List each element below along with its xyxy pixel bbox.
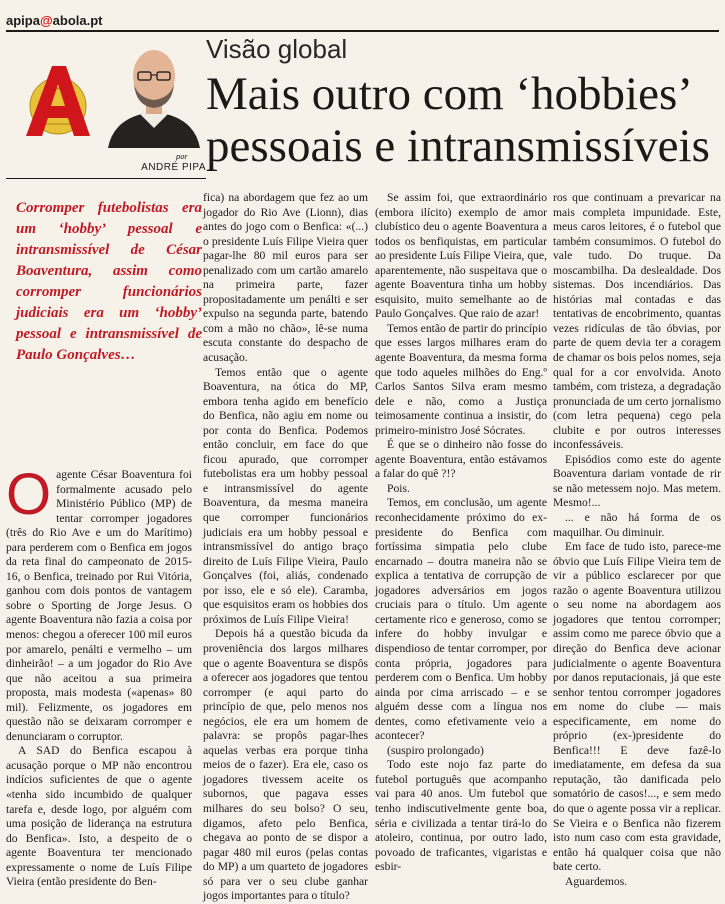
paragraph: Temos então que o agente Boaventura, na ótica do MP, embora tenha agido em benefício do Benfica, não agiu em nome ou por conta do Benfica. Podemos então concluir, em face do que ficou apurado, que corromper futebolistas era um hobby pessoal e intransmissível do agente Boaventura, da mesma maneira que corromper funcionários judiciais era um hobby pessoal e intransmissível do antigo braço direito de Luís Filipe Vieira, Paulo Gonçalves (foi, aliás, condenado por isso, ele e só ele). Caramba, que esquisitos eram os hobbies dos próximos de Luís Filipe Vieira! (203, 365, 368, 626)
paragraph: Temos, em conclusão, um agente reconhecidamente próximo do ex-presidente do Benfica com fortíssima simpatia pelo clube encarnado – doutra maneira não se explica a tentativa de corrupção de jogadores adversários em jogos cruciais para o título. Um agente certamente rico e generoso, como se infere do hobby invulgar e dispendioso de tentar corromper, por conta própria, jogadores para perderem com o Benfica. Um hobby ainda por cima arriscado – e se alguém desse com a língua nos dentes, como efetivamente veio a acontecer? (375, 496, 547, 743)
article-column-2 (203, 191, 368, 904)
email-user: apipa (6, 13, 40, 28)
paragraph: Episódios como este do agente Boaventura dariam vontade de rir se não metessem nojo. Mas metem. Mesmo!... (553, 452, 721, 510)
pull-quote: Corromper futebolistas era um ‘hobby’ pessoal e intransmissível de César Boaventura, assim como corromper funcionários judiciais era um ‘hobby’ pessoal e intransmissível de Paulo Gonçalves… (16, 200, 202, 363)
paragraph: Temos então de partir do princípio que esses largos milhares eram do agente Boaventura, da mesma forma que todo aqueles milhões do Eng.º Carlos Santos Silva eram mesmo dele e não, como a Justiça teimosamente continua a insistir, do primeiro-ministro José Sócrates. (375, 321, 547, 437)
paragraph: (suspiro prolongado) (387, 743, 484, 757)
paragraph: fica) na abordagem que fez ao um jogador do Rio Ave (Lionn), dias antes do jogo com o Benfica: «(...) o presidente Luís Filipe Vieira quer pagar-lhe 80 mil euros para ser penalizado com um cartão amarelo na primeira parte, fazer propositadamente um penálti e ser expulso na segunda parte, batendo com a mão no chão», lê-se numa escuta constante do despacho de acusação. (203, 191, 368, 365)
author-name: ANDRÉ PIPA (141, 162, 206, 173)
author-portrait (100, 36, 208, 148)
paragraph: ros que continuam a prevaricar na mais completa impunidade. Este, meus caros leitores, é o futebol que também consumimos. O futebol do vale tudo. Do truque. Da moscambilha. Da deslealdade. Dos sistemas. Dos incendiários. Das histórias mal contadas e das tentativas de encobrimento, quantas vezes ridículas de tão óbvias, por parte de quem devia ter a coragem de chamar os bois pelos nomes, seja qual for a cor envolvida. Anoto também, com tristeza, a degradação pronunciada de um certo jornalismo (com letra pequena) cego pela clubite e por outros interesses inconfessáveis. (553, 191, 721, 452)
paragraph: Aguardemos. (565, 874, 628, 888)
email-at-sign: @ (39, 13, 53, 28)
paragraph: Todo este nojo faz parte do futebol português que acompanho vai para 40 anos. Um futebol que tenho indiscutivelmente gente boa, séria e civilizada a tentar tirá-lo do atoleiro, continua, por outro lado, povoado de traficantes, vigaristas e esbir- (375, 758, 547, 874)
article-column-1 (6, 462, 192, 890)
paragraph: Em face de tudo isto, parece-me óbvio que Luís Filipe Vieira tem de vir a público esclarecer por que razão o agente Boaventura utilizou o seu nome na abordagem aos jogadores que tentou corromper; assim como me parece óbvio que a direção do Benfica deve acionar judicialmente o agente Boaventura por danos reputacionais, já que este senhor tentou corromper jogadores em nome do clube — mais especificamente, em nome do próprio (ex-)presidente do Benfica!!! E deve fazê-lo imediatamente, em defesa da sua reputação, tão danificada pelo somatório de casos!..., e sem medo do que o agente possa vir a replicar. Se Vieira e o Benfica não fizerem isto num caso com esta gravidade, então há qualquer coisa que não bate certo. (553, 540, 721, 874)
email-domain: abola.pt (52, 13, 103, 28)
drop-cap: O (6, 462, 52, 527)
article-column-3 (375, 191, 547, 875)
paragraph: Depois há a questão bicuda da proveniência dos largos milhares que o agente Boaventura se dispôs a oferecer aos jogadores que tentou corromper (e aqui parto do princípio de que, pelo menos nos negócios, ele era um homem de palavra: se propôs pagar-lhes aquelas verbas era porque tinha meios de o fazer). Era ele, caso os jogadores tivessem aceite os subornos, que pagava esses milhares do seu bolso? O seu, digamos, afeto pelo Benfica, chegava ao ponto de se dispor a pagar 480 mil euros (pelas contas do MP) a um quarteto de jogadores só para ver o seu clube ganhar jogos importantes para o título? (203, 627, 368, 903)
header-email (6, 13, 103, 28)
abola-logo (22, 62, 92, 142)
byline-rule (6, 178, 206, 179)
paragraph: A SAD do Benfica escapou à acusação porque o MP não encontrou indícios suficientes de que o agente «tenha sido incumbido de qualquer tarefa e, desde logo, por alguém com uma posição de liderança na estrutura do Benfica». Isto, a despeito de o agente Boaventura ter mencionado expressamente o nome de Luís Filipe Vieira (então presidente do Ben- (6, 744, 192, 889)
article-column-4 (553, 191, 721, 889)
paragraph: Se assim foi, que extraordinário (embora ilícito) exemplo de amor clubístico deu o agente Boaventura a todos os benfiquistas, em particular ao presidente Luís Filipe Vieira, que, aparentemente, não suspeitava que o agente Boaventura tinha um hobby esquisito, muito semelhante ao de Paulo Gonçalves. Que raio de azar! (375, 191, 547, 321)
section-title: Visão global (206, 34, 348, 64)
headline: Mais outro com ‘hobbies’ pessoais e intransmissíveis (206, 68, 710, 172)
paragraph: ... e não há forma de os maquilhar. Ou diminuir. (553, 511, 721, 539)
paragraph: É que se o dinheiro não fosse do agente Boaventura, então estávamos a falar do quê ?!? (375, 438, 547, 481)
header-rule (6, 30, 719, 32)
byline-por: por (176, 154, 188, 161)
paragraph: agente César Boaventura foi formalmente acusado pelo Ministério Público (MP) de tentar corromper jogadores (três do Rio Ave e um do Marítimo) para perderem com o Benfica em jogos da reta final do campeonato de 2015-16, o Benfica, treinado por Rui Vitória, ganhou com dois pontos de vantagem sobre o Sporting de Jorge Jesus. O agente Boaventura não fazia a coisa por menos: chegou a oferecer 100 mil euros por amarelo, penálti e vermelho – um dinheirão! – a um jogador do Rio Ave que não aceitou a sua primeira proposta, mais modesta («apenas» 80 mil). Felizmente, os jogadores em questão não se deixaram corromper e denunciaram o corruptor. (6, 468, 192, 743)
paragraph: Pois. (387, 481, 410, 495)
